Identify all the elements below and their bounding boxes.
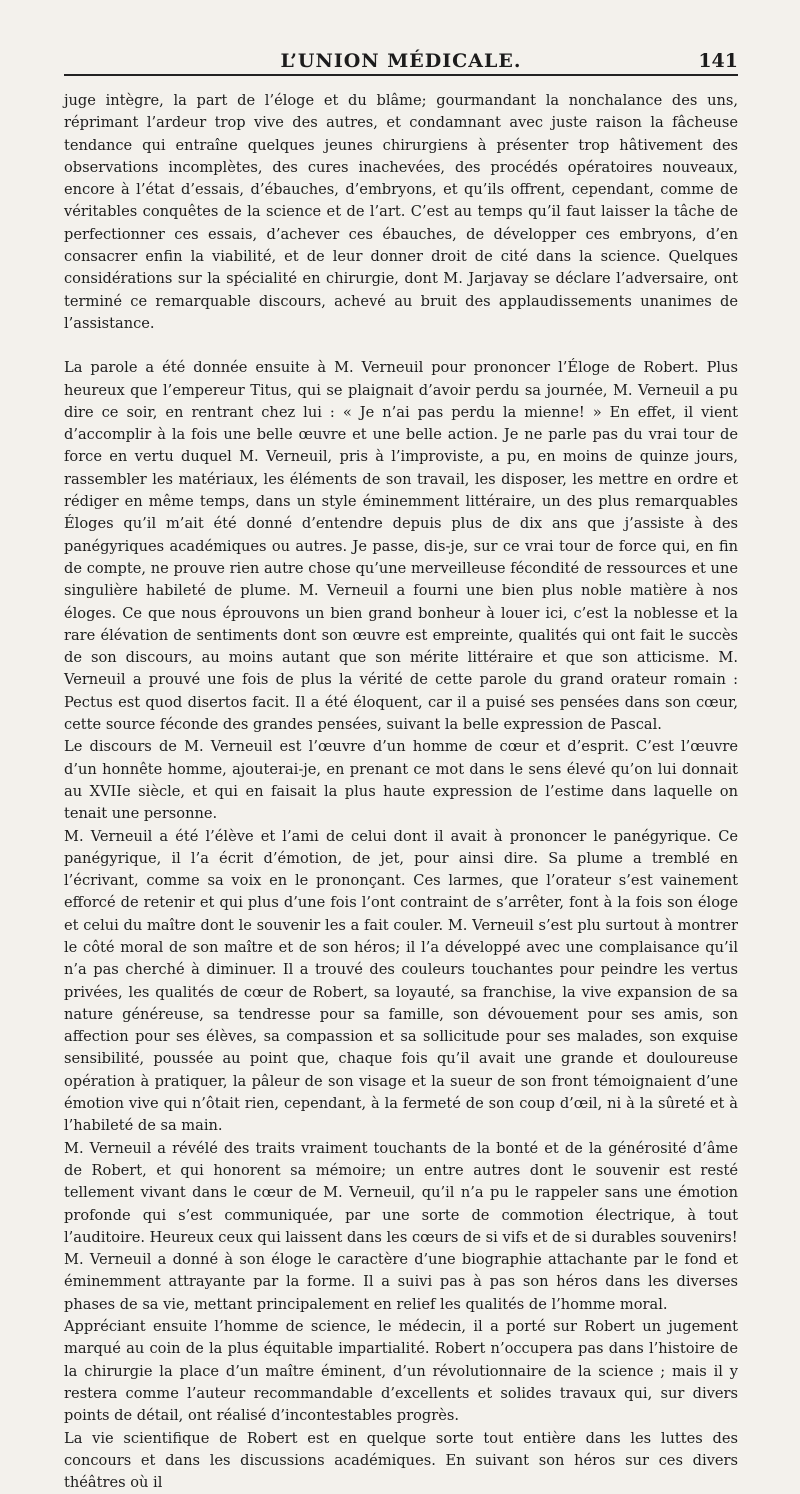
running-title: L’UNION MÉDICALE. — [280, 50, 522, 72]
page-header — [64, 44, 738, 76]
paragraph-discours: Le discours de M. Verneuil est l’œuvre d’un homme de cœur et d’esprit. C’est l’œuvre d’un honnête homme, ajouterai-je, en prenant ce mot dans le sens élevé qu’on lui donnait au XVIIe siècle, et qui en faisait la plus haute expression de l’estime dans laquelle on tenait une personne. — [64, 738, 738, 823]
paragraph-eleve-ami: M. Verneuil a été l’élève et l’ami de celui dont il avait à prononcer le panégyrique. Ce panégyrique, il l’a écrit d’émotion, de jet, pour ainsi dire. Sa plume a tremblé en l’écrivant, comme sa voix en le prononçant. Ces larmes, que l’orateur s’est vainement efforcé de retenir et qui plus d’une fois l’ont contraint de s’arrêter, font à la fois son éloge et celui du maître dont le souvenir les a fait couler. M. Verneuil s’est plu surtout à montrer le côté moral de son maître et de son héros; il l’a développé avec une complaisance qu’il n’a pas cherché à diminuer. Il a trouvé des couleurs touchantes pour peindre les vertus privées, les qualités de cœur de Robert, sa loyauté, sa franchise, la vive expansion de sa nature généreuse, sa tendresse pour sa famille, son dévouement pour ses amis, son affection pour ses élèves, sa compassion et sa sollicitude pour ses malades, son exquise sensibilité, poussée au point que, chaque fois qu’il avait une grande et douloureuse opération à pratiquer, la pâleur de son visage et la sueur de son front témoignaient d’une émotion vive qui n’ôtait rien, cependant, à la fermeté de son coup d’œil, ni à la sûreté et à l’habileté de sa main. — [64, 827, 738, 1135]
article-body — [64, 90, 738, 1494]
paragraph-continuation: juge intègre, la part de l’éloge et du blâme; gourmandant la nonchalance des uns, réprimant l’ardeur trop vive des autres, et condamnant avec juste raison la fâcheuse tendance qui entraîne quelques jeunes chirurgiens à présenter trop hâtivement des observations incomplètes, des cures inachevées, des procédés opératoires nouveaux, encore à l’état d’essais, d’ébauches, d’embryons, et qu’ils offrent, cependant, comme de véritables conquêtes de la science et de l’art. C’est au temps qu’il faut laisser la tâche de perfectionner ces essais, d’achever ces ébauches, de développer ces embryons, d’en consacrer enfin la viabilité, et de leur donner droit de cité dans la science. Quelques considérations sur la spécialité en chirurgie, dont M. Jarjavay se déclare l’adversaire, ont terminé ce remarquable discours, achevé au bruit des applaudissements unanimes de l’assistance. — [64, 92, 738, 332]
page-number: 141 — [698, 50, 738, 72]
paragraph-homme-de-science: Appréciant ensuite l’homme de science, le médecin, il a porté sur Robert un jugement marqué au coin de la plus équitable impartialité. Robert n’occupera pas dans l’histoire de la chirurgie la place d’un maître éminent, d’un révolutionnaire de la science ; mais il y restera comme l’auteur recommandable d’excellents et solides travaux qui, sur divers points de détail, ont réalisé d’incontestables progrès. — [64, 1318, 738, 1425]
paragraph-vie-scientifique: La vie scientifique de Robert est en quelque sorte tout entière dans les luttes des concours et dans les discussions académiques. En suivant son héros sur ces divers théâtres où il — [64, 1429, 738, 1492]
paragraph-biographie: M. Verneuil a donné à son éloge le caractère d’une biographie attachante par le fond et éminemment attrayante par la forme. Il a suivi pas à pas son héros dans les diverses phases de sa vie, mettant principalement en relief les qualités de l’homme moral. — [64, 1251, 738, 1313]
paragraph-traits-touchants: M. Verneuil a révélé des traits vraiment touchants de la bonté et de la générosité d’âme de Robert, et qui honorent sa mémoire; un entre autres dont le souvenir est resté tellement vivant dans le cœur de M. Verneuil, qu’il n’a pu le rappeler sans une émotion profonde qui s’est communiquée, par une sorte de commotion électrique, à tout l’auditoire. Heureux ceux qui laissent dans les cœurs de si vifs et de si durables souvenirs! — [64, 1139, 738, 1246]
paragraph-verneuil-eloge: La parole a été donnée ensuite à M. Verneuil pour prononcer l’Éloge de Robert. Plus heureux que l’empereur Titus, qui se plaignait d’avoir perdu sa journée, M. Verneuil a pu dire ce soir, en rentrant chez lui : « Je n’ai pas perdu la mienne! » En effet, il vient d’accomplir à la fois une belle œuvre et une belle action. Je ne parle pas du vrai tour de force en vertu duquel M. Verneuil, pris à l’improviste, a pu, en moins de quinze jours, rassembler les matériaux, les éléments de son travail, les disposer, les mettre en ordre et rédiger en même temps, dans un style éminemment littéraire, un des plus remarquables Éloges qu’il m’ait été donné d’entendre depuis plus de dix ans que j’assiste à des panégyriques académiques ou autres. Je passe, dis-je, sur ce vrai tour de force qui, en fin de compte, ne prouve rien autre chose qu’une merveilleuse fécondité de ressources et une singulière habileté de plume. M. Verneuil a fourni une bien plus noble matière à nos éloges. Ce que nous éprouvons un bien grand bonheur à louer ici, c’est la noblesse et la rare élévation de sentiments dont son œuvre est empreinte, qualités qui ont fait le succès de son discours, au moins autant que son mérite littéraire et que son atticisme. M. Verneuil a prouvé une fois de plus la vérité de cette parole du grand orateur romain : Pectus est quod disertos facit. Il a été éloquent, car il a puisé ses pensées dans son cœur, cette source féconde des grandes pensées, suivant la belle expression de Pascal. — [64, 359, 738, 734]
